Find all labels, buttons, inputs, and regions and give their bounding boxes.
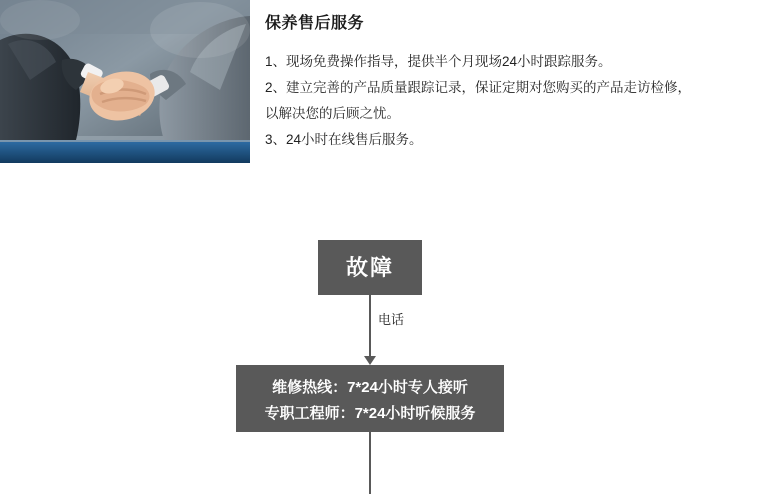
service-text-block bbox=[265, 14, 770, 153]
list-item: 2、建立完善的产品质量跟踪记录，保证定期对您购买的产品走访检修， bbox=[265, 80, 692, 96]
flow-node-hotline bbox=[236, 365, 504, 432]
handshake-illustration bbox=[0, 0, 250, 163]
flow-node-fault: 故障 bbox=[318, 240, 422, 295]
flow-edge-label-phone: 电话 bbox=[378, 312, 405, 327]
flow-arrow-1 bbox=[364, 356, 376, 365]
list-item: 1、现场免费操作指导，提供半个月现场24小时跟踪服务。 bbox=[265, 54, 612, 70]
hotline-line-1: 维修热线：7*24小时专人接听 bbox=[272, 379, 468, 396]
handshake-photo bbox=[0, 0, 250, 163]
list-item: 以解决您的后顾之忧。 bbox=[265, 106, 400, 122]
section-title: 保养售后服务 bbox=[265, 15, 365, 32]
service-intro-section bbox=[0, 0, 780, 170]
flow-connector-1 bbox=[369, 295, 371, 357]
flow-connector-2 bbox=[369, 432, 371, 494]
service-list bbox=[265, 49, 770, 153]
service-flowchart bbox=[0, 225, 780, 494]
hotline-line-2: 专职工程师：7*24小时听候服务 bbox=[264, 405, 476, 422]
list-item: 3、24小时在线售后服务。 bbox=[265, 132, 423, 148]
